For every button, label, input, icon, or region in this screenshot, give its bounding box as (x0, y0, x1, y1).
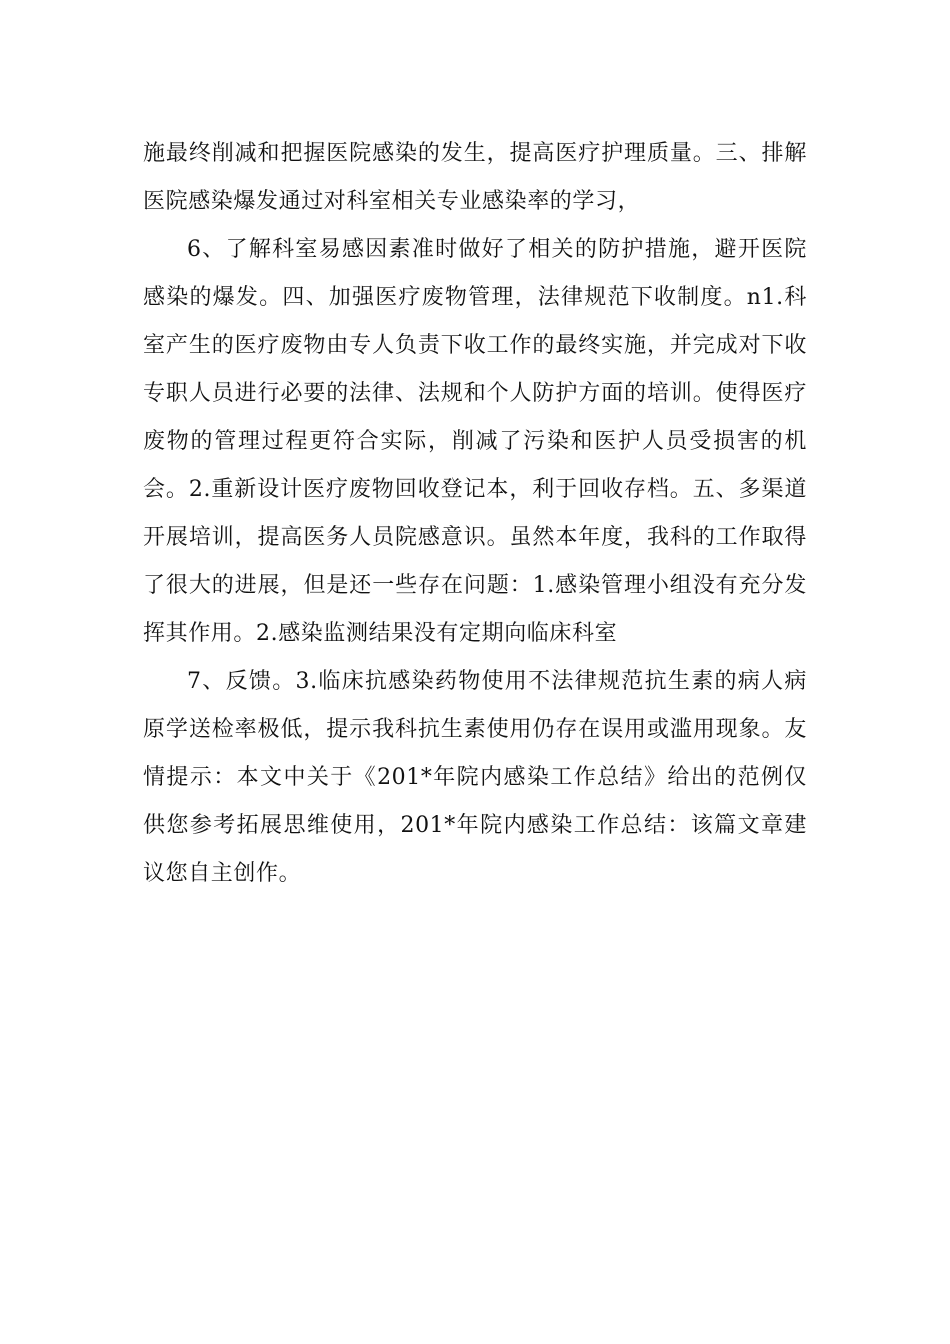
paragraph-3: 7、反馈。3.临床抗感染药物使用不法律规范抗生素的病人病原学送检率极低，提示我科抗生素使用仍存在误用或滥用现象。友情提示：本文中关于《201*年院内感染工作总结》给出的范例仅供您参考拓展思维使用，201*年院内感染工作总结：该篇文章建议您自主创作。 (143, 669, 807, 886)
document-body (143, 130, 807, 898)
paragraph-1: 施最终削减和把握医院感染的发生，提高医疗护理质量。三、排解医院感染爆发通过对科室相关专业感染率的学习， (143, 141, 807, 214)
paragraph-2: 6、了解科室易感因素准时做好了相关的防护措施，避开医院感染的爆发。四、加强医疗废物管理，法律规范下收制度。n1.科室产生的医疗废物由专人负责下收工作的最终实施，并完成对下收专职人员进行必要的法律、法规和个人防护方面的培训。使得医疗废物的管理过程更符合实际，削减了污染和医护人员受损害的机会。2.重新设计医疗废物回收登记本，利于回收存档。五、多渠道开展培训，提高医务人员院感意识。虽然本年度，我科的工作取得了很大的进展，但是还一些存在问题：1.感染管理小组没有充分发挥其作用。2.感染监测结果没有定期向临床科室 (143, 237, 807, 646)
